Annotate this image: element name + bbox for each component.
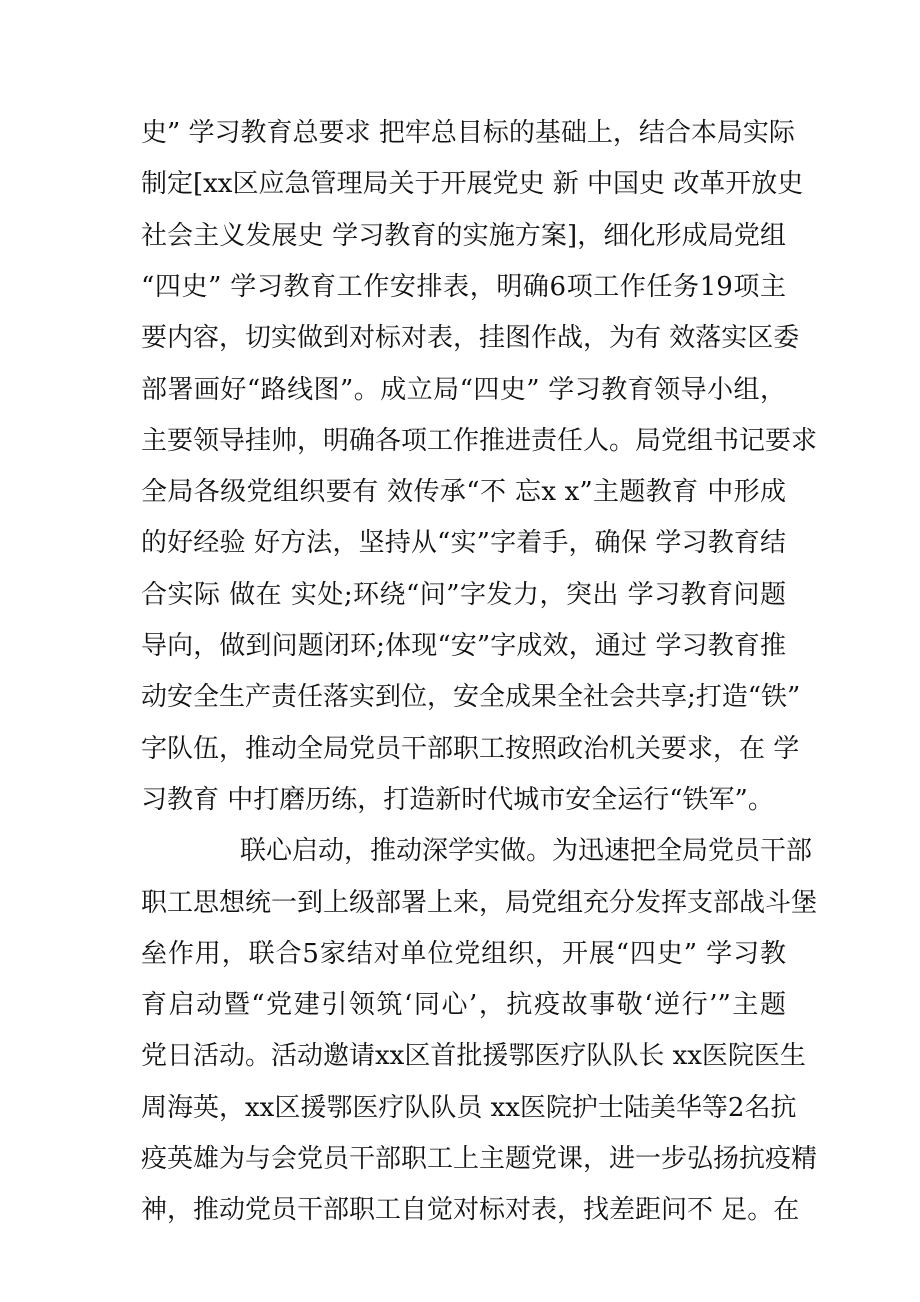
paragraph-1-line: 动安全生产责任落实到位，安全成果全社会共享;打造“铁” <box>141 682 801 713</box>
paragraph-2-line: 职工思想统一到上级部署上来，局党组充分发挥支部战斗堡 <box>141 887 818 918</box>
paragraph-1-line: 全局各级党组织要有 效传承“不 忘x x”主题教育 中形成 <box>141 477 786 508</box>
paragraph-2-line: 神，推动党员干部职工自觉对标对表，找差距问不 足。在 <box>141 1195 800 1226</box>
paragraph-1-line: 主要领导挂帅，明确各项工作推进责任人。局党组书记要求 <box>141 425 818 456</box>
paragraph-2-line: 疫英雄为与会党员干部职工上主题党课，进一步弘扬抗疫精 <box>141 1144 818 1174</box>
paragraph-1-line: 制定[xx区应急管理局关于开展党史 新 中国史 改革开放史 <box>141 169 804 200</box>
paragraph-1-line: 史” 学习教育总要求 把牢总目标的基础上，结合本局实际 <box>141 118 795 148</box>
paragraph-2-line: 垒作用，联合5家结对单位党组织，开展“四史” 学习教 <box>141 938 786 969</box>
paragraph-1-line: 合实际 做在 实处;环绕“问”字发力，突出 学习教育问题 <box>141 579 786 610</box>
paragraph-1-line: 部署画好“路线图”。成立局“四史” 学习教育领导小组， <box>141 374 786 405</box>
paragraph-1-line: “四史” 学习教育工作安排表，明确6项工作任务19项主 <box>141 271 786 302</box>
paragraph-2-line: 党日活动。活动邀请xx区首批援鄂医疗队队长 xx医院医生 <box>141 1041 806 1072</box>
paragraph-1-line: 要内容，切实做到对标对表，挂图作战，为有 效落实区委 <box>141 323 800 354</box>
paragraph-2-line: 周海英，xx区援鄂医疗队队员 xx医院护士陆美华等2名抗 <box>141 1092 797 1123</box>
paragraph-1-line: 习教育 中打磨历练，打造新时代城市安全运行“铁军”。 <box>141 784 774 815</box>
paragraph-1-line: 字队伍，推动全局党员干部职工按照政治机关要求，在 学 <box>141 733 800 764</box>
paragraph-2-line: 联心启动，推动深学实做。为迅速把全局党员干部 <box>240 836 813 867</box>
paragraph-1-line: 的好经验 好方法，坚持从“实”字着手，确保 学习教育结 <box>141 528 786 559</box>
paragraph-1-line: 导向，做到问题闭环;体现“安”字成效，通过 学习教育推 <box>141 631 786 661</box>
paragraph-2-line: 育启动暨“党建引领筑‘同心’，抗疫故事敬‘逆行’”主题 <box>141 990 786 1021</box>
paragraph-1-line: 社会主义发展史 学习教育的实施方案]，细化形成局党组 <box>141 220 786 251</box>
